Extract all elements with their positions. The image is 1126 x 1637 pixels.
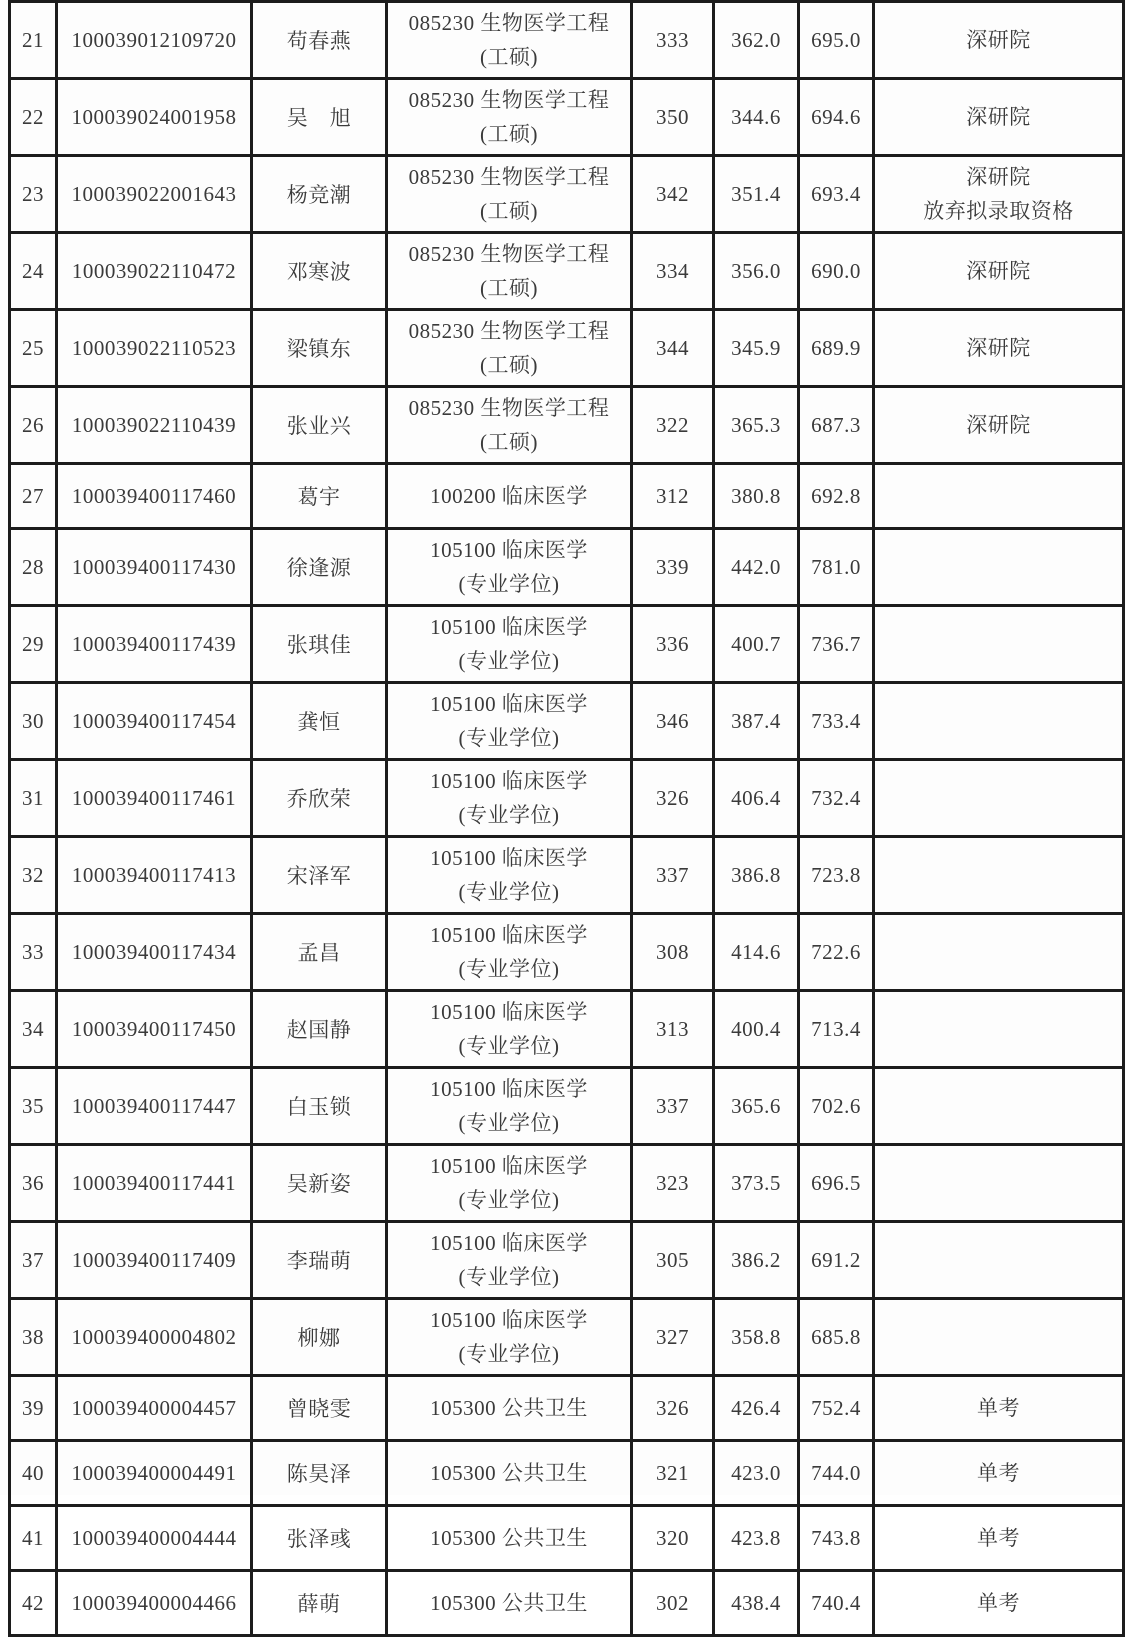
remark-cell [874,837,1124,914]
candidate-name-cell: 吴新姿 [252,1145,387,1222]
table-row [10,991,1124,1068]
candidate-id-cell: 100039400117461 [57,760,252,837]
remark-cell [874,991,1124,1068]
candidate-id-cell: 100039400004457 [57,1376,252,1441]
major-cell [387,1376,632,1441]
major-code-and-title: 105100 临床医学 [430,1231,588,1255]
table-row [10,233,1124,310]
retest-score-cell: 358.8 [714,1299,799,1376]
candidate-id-cell: 100039400117454 [57,683,252,760]
table-row [10,310,1124,387]
initial-score-cell: 302 [632,1571,714,1636]
major-code-and-title: 105100 临床医学 [430,692,588,716]
table-row [10,606,1124,683]
remark-cell [874,310,1124,387]
major-cell [387,156,632,233]
retest-score-cell: 344.6 [714,79,799,156]
major-code-and-title: 105100 临床医学 [430,615,588,639]
candidate-id-cell: 100039012109720 [57,2,252,79]
remark-cell [874,606,1124,683]
candidate-name-cell: 苟春燕 [252,2,387,79]
major-code-and-title: 105100 临床医学 [430,1308,588,1332]
rank-cell: 30 [10,683,57,760]
major-code-and-title: 105100 临床医学 [430,538,588,562]
rank-cell: 23 [10,156,57,233]
major-degree-type: (工硕) [480,276,538,300]
major-degree-type: (专业学位) [458,1342,560,1366]
total-score-cell: 736.7 [799,606,874,683]
retest-score-cell: 406.4 [714,760,799,837]
candidate-name-cell: 宋泽军 [252,837,387,914]
major-cell [387,310,632,387]
major-degree-type: (专业学位) [458,1111,560,1135]
admission-score-table [8,0,1125,1637]
table-row [10,1068,1124,1145]
rank-cell: 21 [10,2,57,79]
total-score-cell: 732.4 [799,760,874,837]
rank-cell: 33 [10,914,57,991]
remark-cell [874,1299,1124,1376]
remark-line-1: 深研院 [966,165,1031,189]
candidate-id-cell: 100039400117447 [57,1068,252,1145]
major-cell [387,79,632,156]
candidate-name-cell: 赵国静 [252,991,387,1068]
remark-cell [874,1506,1124,1571]
rank-cell: 25 [10,310,57,387]
table-row [10,529,1124,606]
initial-score-cell: 321 [632,1441,714,1506]
major-code-and-title: 105300 公共卫生 [430,1526,588,1550]
table-row [10,1222,1124,1299]
remark-line-1: 深研院 [966,413,1031,437]
major-code-and-title: 085230 生物医学工程 [408,11,610,35]
table-row [10,914,1124,991]
major-code-and-title: 105300 公共卫生 [430,1461,588,1485]
retest-score-cell: 373.5 [714,1145,799,1222]
candidate-id-cell: 100039400004444 [57,1506,252,1571]
major-degree-type: (专业学位) [458,957,560,981]
retest-score-cell: 442.0 [714,529,799,606]
initial-score-cell: 312 [632,464,714,529]
candidate-name-cell: 邓寒波 [252,233,387,310]
candidate-id-cell: 100039022001643 [57,156,252,233]
rank-cell: 22 [10,79,57,156]
retest-score-cell: 362.0 [714,2,799,79]
rank-cell: 40 [10,1441,57,1506]
major-degree-type: (工硕) [480,353,538,377]
candidate-id-cell: 100039022110472 [57,233,252,310]
major-code-and-title: 085230 生物医学工程 [408,242,610,266]
rank-cell: 28 [10,529,57,606]
candidate-name-cell: 梁镇东 [252,310,387,387]
major-degree-type: (专业学位) [458,1034,560,1058]
remark-cell [874,79,1124,156]
major-code-and-title: 105100 临床医学 [430,923,588,947]
remark-line-2: 放弃拟录取资格 [923,199,1074,223]
table-row [10,156,1124,233]
rank-cell: 38 [10,1299,57,1376]
major-cell [387,1299,632,1376]
major-cell [387,1506,632,1571]
major-degree-type: (工硕) [480,45,538,69]
total-score-cell: 685.8 [799,1299,874,1376]
major-degree-type: (专业学位) [458,880,560,904]
retest-score-cell: 365.6 [714,1068,799,1145]
rank-cell: 34 [10,991,57,1068]
major-code-and-title: 105100 临床医学 [430,846,588,870]
candidate-name-cell: 孟昌 [252,914,387,991]
remark-cell [874,914,1124,991]
retest-score-cell: 356.0 [714,233,799,310]
table-row [10,1376,1124,1441]
rank-cell: 35 [10,1068,57,1145]
remark-cell [874,1222,1124,1299]
initial-score-cell: 320 [632,1506,714,1571]
rank-cell: 31 [10,760,57,837]
rank-cell: 37 [10,1222,57,1299]
major-code-and-title: 085230 生物医学工程 [408,319,610,343]
major-code-and-title: 105100 临床医学 [430,769,588,793]
candidate-id-cell: 100039022110523 [57,310,252,387]
total-score-cell: 693.4 [799,156,874,233]
retest-score-cell: 365.3 [714,387,799,464]
initial-score-cell: 313 [632,991,714,1068]
rank-cell: 39 [10,1376,57,1441]
initial-score-cell: 333 [632,2,714,79]
table-row [10,1441,1124,1506]
table-row [10,683,1124,760]
total-score-cell: 752.4 [799,1376,874,1441]
total-score-cell: 691.2 [799,1222,874,1299]
remark-line-1: 深研院 [966,28,1031,52]
table-row [10,2,1124,79]
rank-cell: 36 [10,1145,57,1222]
remark-cell [874,1068,1124,1145]
major-cell [387,529,632,606]
total-score-cell: 687.3 [799,387,874,464]
candidate-id-cell: 100039400117450 [57,991,252,1068]
candidate-id-cell: 100039400004802 [57,1299,252,1376]
candidate-id-cell: 100039024001958 [57,79,252,156]
major-cell [387,914,632,991]
retest-score-cell: 400.4 [714,991,799,1068]
total-score-cell: 695.0 [799,2,874,79]
major-cell [387,760,632,837]
total-score-cell: 696.5 [799,1145,874,1222]
table-row [10,1571,1124,1636]
candidate-name-cell: 李瑞萌 [252,1222,387,1299]
candidate-name-cell: 乔欣荣 [252,760,387,837]
total-score-cell: 733.4 [799,683,874,760]
major-cell [387,1441,632,1506]
rank-cell: 24 [10,233,57,310]
remark-cell [874,1441,1124,1506]
major-degree-type: (专业学位) [458,1188,560,1212]
major-cell [387,1222,632,1299]
initial-score-cell: 337 [632,837,714,914]
major-degree-type: (专业学位) [458,1265,560,1289]
major-cell [387,387,632,464]
major-code-and-title: 085230 生物医学工程 [408,88,610,112]
remark-cell [874,683,1124,760]
total-score-cell: 694.6 [799,79,874,156]
candidate-name-cell: 薛萌 [252,1571,387,1636]
major-code-and-title: 085230 生物医学工程 [408,396,610,420]
candidate-name-cell: 陈昊泽 [252,1441,387,1506]
retest-score-cell: 386.8 [714,837,799,914]
total-score-cell: 781.0 [799,529,874,606]
table-row [10,79,1124,156]
retest-score-cell: 438.4 [714,1571,799,1636]
major-cell [387,1068,632,1145]
rank-cell: 32 [10,837,57,914]
initial-score-cell: 350 [632,79,714,156]
rank-cell: 42 [10,1571,57,1636]
table-row [10,387,1124,464]
major-degree-type: (工硕) [480,199,538,223]
initial-score-cell: 334 [632,233,714,310]
remark-cell [874,2,1124,79]
major-degree-type: (专业学位) [458,803,560,827]
retest-score-cell: 423.0 [714,1441,799,1506]
major-cell [387,1571,632,1636]
total-score-cell: 744.0 [799,1441,874,1506]
initial-score-cell: 346 [632,683,714,760]
total-score-cell: 743.8 [799,1506,874,1571]
remark-cell [874,1571,1124,1636]
candidate-id-cell: 100039400004491 [57,1441,252,1506]
candidate-name-cell: 张泽彧 [252,1506,387,1571]
candidate-id-cell: 100039400117441 [57,1145,252,1222]
rank-cell: 29 [10,606,57,683]
table-row [10,760,1124,837]
major-cell [387,837,632,914]
candidate-id-cell: 100039400117430 [57,529,252,606]
retest-score-cell: 345.9 [714,310,799,387]
retest-score-cell: 414.6 [714,914,799,991]
table-row [10,1506,1124,1571]
remark-cell [874,233,1124,310]
table-row [10,837,1124,914]
candidate-name-cell: 张琪佳 [252,606,387,683]
initial-score-cell: 342 [632,156,714,233]
initial-score-cell: 327 [632,1299,714,1376]
candidate-name-cell: 吴 旭 [252,79,387,156]
retest-score-cell: 387.4 [714,683,799,760]
remark-line-1: 单考 [977,1396,1020,1420]
total-score-cell: 702.6 [799,1068,874,1145]
candidate-name-cell: 龚恒 [252,683,387,760]
major-code-and-title: 085230 生物医学工程 [408,165,610,189]
major-code-and-title: 105100 临床医学 [430,1154,588,1178]
table-row [10,1145,1124,1222]
major-degree-type: (工硕) [480,430,538,454]
candidate-id-cell: 100039400117439 [57,606,252,683]
remark-line-1: 深研院 [966,336,1031,360]
remark-cell [874,464,1124,529]
initial-score-cell: 323 [632,1145,714,1222]
remark-cell [874,1376,1124,1441]
major-degree-type: (工硕) [480,122,538,146]
retest-score-cell: 351.4 [714,156,799,233]
major-cell [387,464,632,529]
candidate-name-cell: 曾晓雯 [252,1376,387,1441]
candidate-name-cell: 杨竞潮 [252,156,387,233]
table-row [10,464,1124,529]
remark-line-1: 单考 [977,1526,1020,1550]
major-cell [387,1145,632,1222]
major-cell [387,606,632,683]
retest-score-cell: 423.8 [714,1506,799,1571]
remark-cell [874,760,1124,837]
candidate-id-cell: 100039400117413 [57,837,252,914]
candidate-id-cell: 100039400117409 [57,1222,252,1299]
retest-score-cell: 400.7 [714,606,799,683]
candidate-id-cell: 100039400004466 [57,1571,252,1636]
initial-score-cell: 344 [632,310,714,387]
total-score-cell: 713.4 [799,991,874,1068]
candidate-name-cell: 白玉锁 [252,1068,387,1145]
initial-score-cell: 337 [632,1068,714,1145]
retest-score-cell: 426.4 [714,1376,799,1441]
remark-cell [874,156,1124,233]
remark-cell [874,387,1124,464]
total-score-cell: 692.8 [799,464,874,529]
total-score-cell: 740.4 [799,1571,874,1636]
major-code-and-title: 100200 临床医学 [430,484,588,508]
initial-score-cell: 326 [632,1376,714,1441]
major-cell [387,2,632,79]
total-score-cell: 723.8 [799,837,874,914]
candidate-id-cell: 100039400117460 [57,464,252,529]
remark-cell [874,529,1124,606]
candidate-name-cell: 葛宇 [252,464,387,529]
total-score-cell: 689.9 [799,310,874,387]
initial-score-cell: 322 [632,387,714,464]
table-row [10,1299,1124,1376]
remark-line-1: 单考 [977,1461,1020,1485]
rank-cell: 26 [10,387,57,464]
major-code-and-title: 105300 公共卫生 [430,1396,588,1420]
candidate-id-cell: 100039400117434 [57,914,252,991]
major-degree-type: (专业学位) [458,649,560,673]
initial-score-cell: 305 [632,1222,714,1299]
remark-cell [874,1145,1124,1222]
initial-score-cell: 308 [632,914,714,991]
major-code-and-title: 105300 公共卫生 [430,1591,588,1615]
rank-cell: 41 [10,1506,57,1571]
major-code-and-title: 105100 临床医学 [430,1077,588,1101]
remark-line-1: 深研院 [966,105,1031,129]
retest-score-cell: 386.2 [714,1222,799,1299]
remark-line-1: 深研院 [966,259,1031,283]
major-code-and-title: 105100 临床医学 [430,1000,588,1024]
major-cell [387,991,632,1068]
initial-score-cell: 326 [632,760,714,837]
initial-score-cell: 336 [632,606,714,683]
total-score-cell: 690.0 [799,233,874,310]
remark-line-1: 单考 [977,1591,1020,1615]
candidate-name-cell: 张业兴 [252,387,387,464]
candidate-name-cell: 徐逢源 [252,529,387,606]
major-degree-type: (专业学位) [458,572,560,596]
major-cell [387,233,632,310]
candidate-name-cell: 柳娜 [252,1299,387,1376]
retest-score-cell: 380.8 [714,464,799,529]
major-degree-type: (专业学位) [458,726,560,750]
total-score-cell: 722.6 [799,914,874,991]
initial-score-cell: 339 [632,529,714,606]
candidate-id-cell: 100039022110439 [57,387,252,464]
rank-cell: 27 [10,464,57,529]
major-cell [387,683,632,760]
